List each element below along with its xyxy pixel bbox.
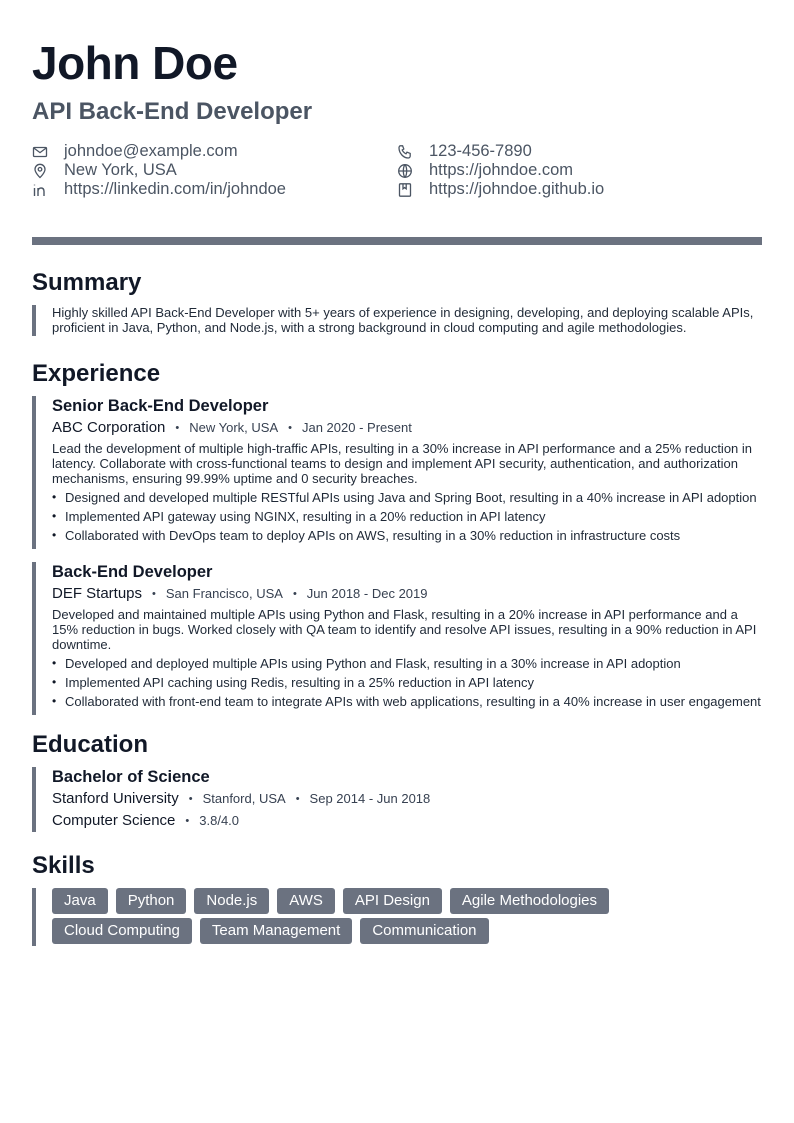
experience-heading: Experience bbox=[32, 360, 161, 387]
list-item: • Designed and developed multiple RESTful APIs using Java and Spring Boot, resulting in a 40% increase in API adoption bbox=[52, 490, 762, 505]
job-company: ABC Corporation bbox=[52, 419, 166, 436]
job-location: New York, USA bbox=[189, 420, 279, 435]
candidate-role: API Back-End Developer bbox=[32, 98, 313, 125]
education-field-line bbox=[52, 812, 762, 830]
contact-info bbox=[32, 142, 762, 199]
list-item: • Developed and deployed multiple APIs using Python and Flask, resulting in a 30% increase in API adoption bbox=[52, 656, 762, 671]
meta-separator: • bbox=[292, 588, 297, 600]
website-text: https://johndoe.com bbox=[429, 161, 574, 179]
skill-tag: Java bbox=[52, 888, 108, 914]
degree: Bachelor of Science bbox=[52, 768, 210, 786]
list-item: • Implemented API gateway using NGINX, resulting in a 20% reduction in API latency bbox=[52, 509, 762, 524]
job-entry bbox=[32, 396, 762, 549]
job-company: DEF Startups bbox=[52, 585, 143, 602]
globe-icon bbox=[397, 163, 413, 179]
contact-email[interactable] bbox=[32, 142, 397, 161]
job-bullets bbox=[52, 490, 762, 543]
education-heading: Education bbox=[32, 731, 149, 758]
phone-icon bbox=[397, 144, 413, 160]
summary-heading: Summary bbox=[32, 269, 142, 296]
job-bullets bbox=[52, 656, 762, 709]
skill-tag: Python bbox=[116, 888, 187, 914]
list-item: • Collaborated with DevOps team to deploy APIs on AWS, resulting in a 30% reduction in infrastructure costs bbox=[52, 528, 762, 543]
job-entry bbox=[32, 562, 762, 715]
meta-separator: • bbox=[288, 422, 292, 434]
linkedin-text: https://linkedin.com/in/johndoe bbox=[64, 180, 286, 198]
job-description: Lead the development of multiple high-traffic APIs, resulting in a 30% increase in API performance and a 25% reduction in latency. Collaborate with cross-functional teams to design and implement API security, authentication, and authorization mechanisms, ensuring 99.99% uptime and 0 security breaches. bbox=[52, 441, 753, 486]
gpa: 3.8/4.0 bbox=[199, 813, 240, 828]
job-title: Senior Back-End Developer bbox=[52, 397, 269, 415]
job-meta bbox=[52, 585, 762, 603]
meta-separator: • bbox=[185, 815, 190, 827]
school: Stanford University bbox=[52, 790, 179, 807]
education-dates: Sep 2014 - Jun 2018 bbox=[309, 791, 431, 806]
skill-tag: Agile Methodologies bbox=[450, 888, 609, 914]
map-pin-icon bbox=[32, 163, 48, 179]
meta-separator: • bbox=[175, 422, 180, 434]
education-entry bbox=[32, 767, 762, 832]
portfolio-icon bbox=[397, 182, 413, 198]
job-title: Back-End Developer bbox=[52, 563, 213, 581]
skills-block bbox=[32, 888, 762, 946]
skill-tag: Communication bbox=[360, 918, 488, 944]
linkedin-icon bbox=[32, 182, 48, 198]
mail-icon bbox=[32, 144, 48, 160]
list-item: • Implemented API caching using Redis, resulting in a 25% reduction in API latency bbox=[52, 675, 762, 690]
job-location: San Francisco, USA bbox=[165, 586, 283, 601]
job-description: Developed and maintained multiple APIs using Python and Flask, resulting in a 20% increase in API performance and a 15% reduction in bugs. Worked closely with QA team to identify and resolve API issues, resulting in a 90% reduction in API downtime. bbox=[52, 607, 757, 652]
education-meta bbox=[52, 790, 762, 808]
skill-tag: AWS bbox=[277, 888, 335, 914]
summary-text: Highly skilled API Back-End Developer with 5+ years of experience in designing, developing, and deploying scalable APIs, proficient in Java, Python, and Node.js, with a strong background in cloud computing and agile methodologies. bbox=[32, 305, 762, 336]
github-text: https://johndoe.github.io bbox=[429, 180, 605, 198]
field-of-study: Computer Science bbox=[52, 812, 176, 829]
contact-linkedin[interactable] bbox=[32, 180, 397, 199]
meta-separator: • bbox=[295, 793, 300, 805]
skill-tag: Cloud Computing bbox=[52, 918, 192, 944]
email-text: johndoe@example.com bbox=[64, 142, 238, 160]
meta-separator: • bbox=[152, 588, 156, 600]
skill-tag: Node.js bbox=[194, 888, 269, 914]
list-item: • Collaborated with front-end team to integrate APIs with web applications, resulting in a 40% increase in user engagement bbox=[52, 694, 762, 709]
skill-tag: Team Management bbox=[200, 918, 352, 944]
skill-tag: API Design bbox=[343, 888, 442, 914]
job-meta bbox=[52, 419, 762, 437]
contact-website[interactable] bbox=[397, 161, 762, 180]
contact-github[interactable] bbox=[397, 180, 762, 199]
skills-heading: Skills bbox=[32, 852, 95, 879]
job-dates: Jun 2018 - Dec 2019 bbox=[306, 586, 428, 601]
header-divider bbox=[32, 237, 762, 245]
contact-location bbox=[32, 161, 397, 180]
phone-text: 123-456-7890 bbox=[429, 142, 532, 160]
candidate-name: John Doe bbox=[32, 37, 238, 89]
location-text: New York, USA bbox=[64, 161, 177, 179]
school-location: Stanford, USA bbox=[202, 791, 286, 806]
job-dates: Jan 2020 - Present bbox=[301, 420, 412, 435]
contact-phone[interactable] bbox=[397, 142, 762, 161]
skills-list bbox=[52, 888, 752, 946]
meta-separator: • bbox=[188, 793, 193, 805]
